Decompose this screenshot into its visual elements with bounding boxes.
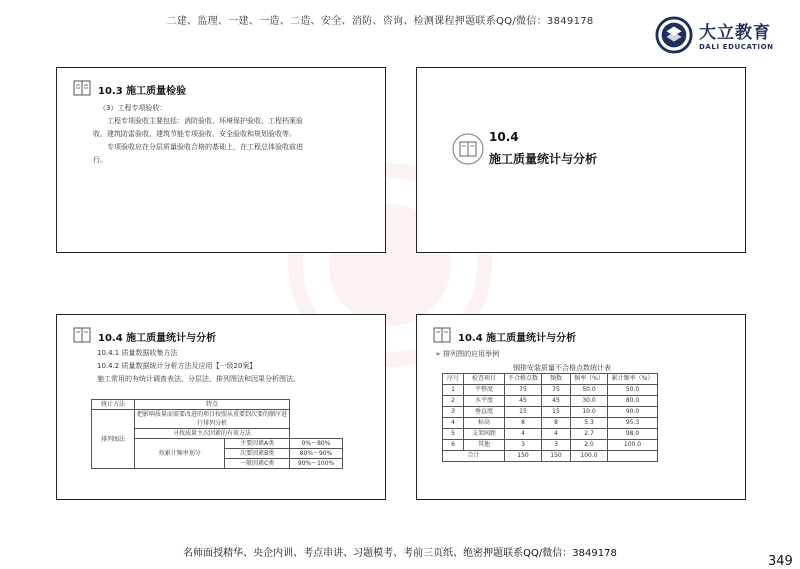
table-cell: 平整度 bbox=[464, 385, 505, 396]
pareto-table bbox=[442, 373, 658, 462]
logo-emblem-icon bbox=[655, 16, 693, 54]
table-cell: 5.3 bbox=[571, 418, 608, 429]
table-cell: 把影响质量而需要改进的项目按照从重要到次要的顺序进行排列分析 bbox=[135, 410, 290, 429]
logo-name-en: DALI EDUCATION bbox=[699, 43, 774, 51]
table-row bbox=[443, 407, 658, 418]
table-caption: 钢排安装质量不合格点数统计表 bbox=[513, 364, 611, 372]
table-row bbox=[443, 440, 658, 451]
table-cell: 10.0 bbox=[571, 407, 608, 418]
body-line: 工程专项验收主要包括：消防验收、环境保护验收、工程档案验收、建筑防雷验收、建筑节能专项验收、安全验收和规划验收等。 bbox=[93, 117, 303, 138]
page-number: 349 bbox=[768, 554, 793, 569]
slide-title: 10.4 施工质量统计与分析 bbox=[98, 333, 217, 344]
table-cell: 150 bbox=[542, 451, 571, 462]
arrow-bullet-icon: ➢ bbox=[435, 350, 444, 358]
table-cell: 3 bbox=[505, 440, 542, 451]
table-cell: 5 bbox=[443, 429, 464, 440]
table-header: 频数 bbox=[542, 374, 571, 385]
table-cell: 主要因素A类 bbox=[225, 439, 290, 449]
table-cell: 15 bbox=[542, 407, 571, 418]
table-cell: 其他 bbox=[464, 440, 505, 451]
section-title: 施工质量统计与分析 bbox=[489, 152, 598, 166]
table-cell: 按累计频率划分 bbox=[135, 439, 225, 469]
table-cell: 2 bbox=[443, 396, 464, 407]
body-line: 10.4.2 质量数据统计分析方法及应用【一级20案】 bbox=[97, 362, 257, 370]
section-book-icon bbox=[451, 132, 485, 166]
slide-10-4-methods bbox=[56, 314, 386, 500]
table-cell: 次要因素B类 bbox=[225, 449, 290, 459]
table-header: 特点 bbox=[135, 400, 290, 410]
table-cell: 15 bbox=[505, 407, 542, 418]
slide-10-4-section bbox=[416, 67, 746, 253]
table-header-row bbox=[443, 374, 658, 385]
body-line: 专项验收应在分层质量验收合格的基础上，在工程总体验收前进行。 bbox=[93, 143, 303, 164]
table-cell: 100.0 bbox=[608, 440, 658, 451]
table-cell: 2.0 bbox=[571, 440, 608, 451]
header-promo: 二建、监理、一建、一造、二造、安全、消防、咨询、检测课程押题联系QQ/微信：3849178 bbox=[166, 16, 594, 27]
methods-table bbox=[91, 399, 343, 469]
table-header: 不合格点数 bbox=[505, 374, 542, 385]
table-cell: 50.0 bbox=[571, 385, 608, 396]
body-line: （3）工程专项验收： bbox=[99, 104, 167, 112]
body-line: 10.4.1 质量数据收集方法 bbox=[97, 349, 178, 357]
table-cell: 45 bbox=[505, 396, 542, 407]
table-cell: 4 bbox=[505, 429, 542, 440]
table-cell: 150 bbox=[505, 451, 542, 462]
table-header: 频率（%） bbox=[571, 374, 608, 385]
logo-name-cn: 大立教育 bbox=[699, 23, 771, 43]
table-cell: 4 bbox=[443, 418, 464, 429]
table-cell bbox=[608, 451, 658, 462]
table-cell: 3 bbox=[443, 407, 464, 418]
table-cell: 4 bbox=[542, 429, 571, 440]
table-cell: 1 bbox=[443, 385, 464, 396]
table-header: 检查项目 bbox=[464, 374, 505, 385]
footer-promo: 名师面授精华、央企内训、考点串讲、习题模考、考前三页纸、绝密押题联系QQ/微信：3849178 bbox=[183, 548, 617, 559]
table-row bbox=[443, 418, 658, 429]
table-cell: 合计 bbox=[443, 451, 505, 462]
table-cell: 75 bbox=[505, 385, 542, 396]
table-cell: 3 bbox=[542, 440, 571, 451]
table-row bbox=[443, 385, 658, 396]
table-cell: 2.7 bbox=[571, 429, 608, 440]
table-total-row bbox=[443, 451, 658, 462]
table-cell: 支架间距 bbox=[464, 429, 505, 440]
table-cell: 30.0 bbox=[571, 396, 608, 407]
table-cell: 75 bbox=[542, 385, 571, 396]
table-cell: 95.3 bbox=[608, 418, 658, 429]
table-cell: 寻找质量主次因素的有效方法 bbox=[135, 429, 290, 439]
table-cell: 0%～80% bbox=[290, 439, 343, 449]
table-cell: 8 bbox=[542, 418, 571, 429]
table-cell: 垂直度 bbox=[464, 407, 505, 418]
table-cell: 90%～100% bbox=[290, 459, 343, 469]
table-cell: 排列图法 bbox=[92, 410, 135, 469]
slide-title: 10.3 施工质量检验 bbox=[98, 86, 187, 97]
table-cell: 一般因素C类 bbox=[225, 459, 290, 469]
slide-title: 10.4 施工质量统计与分析 bbox=[458, 333, 577, 344]
slide-body bbox=[97, 347, 367, 386]
section-number: 10.4 bbox=[489, 130, 519, 144]
slide-body bbox=[93, 102, 303, 167]
table-row bbox=[443, 429, 658, 440]
table-row bbox=[443, 396, 658, 407]
table-cell: 标高 bbox=[464, 418, 505, 429]
table-cell: 80.0 bbox=[608, 396, 658, 407]
slide-10-4-pareto-example bbox=[416, 314, 746, 500]
slide-10-3 bbox=[56, 67, 386, 253]
table-cell: 8 bbox=[505, 418, 542, 429]
table-cell: 6 bbox=[443, 440, 464, 451]
book-icon bbox=[73, 327, 91, 343]
table-cell: 水平度 bbox=[464, 396, 505, 407]
brand-logo bbox=[655, 16, 785, 58]
book-icon bbox=[433, 327, 451, 343]
table-cell: 90.0 bbox=[608, 407, 658, 418]
body-line: 施工常用的有统计调查表法、分层法、排列图法和因果分析图法。 bbox=[97, 375, 300, 383]
table-cell: 100.0 bbox=[571, 451, 608, 462]
table-header: 序号 bbox=[443, 374, 464, 385]
table-cell: 98.0 bbox=[608, 429, 658, 440]
table-cell: 80%～90% bbox=[290, 449, 343, 459]
bullet-item bbox=[435, 349, 499, 359]
table-cell: 50.0 bbox=[608, 385, 658, 396]
table-cell: 45 bbox=[542, 396, 571, 407]
table-header: 统计方法 bbox=[92, 400, 135, 410]
table-header: 累计频率（%） bbox=[608, 374, 658, 385]
bullet-text: 排列图的应用举例 bbox=[443, 350, 500, 358]
book-icon bbox=[73, 80, 91, 96]
